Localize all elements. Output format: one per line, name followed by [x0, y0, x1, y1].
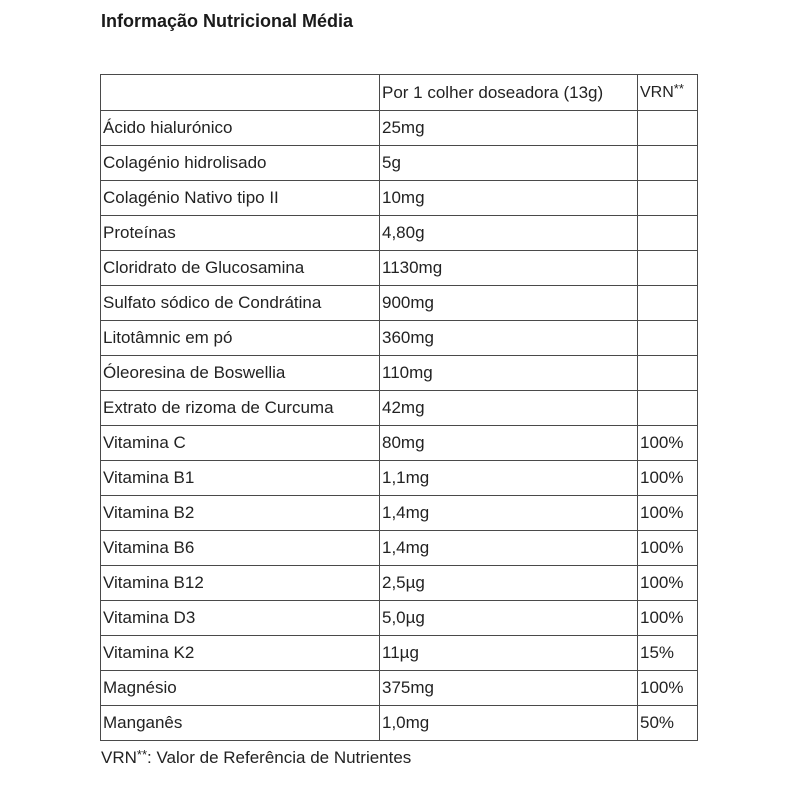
table-row — [101, 496, 698, 531]
nutrient-name-cell: Vitamina C — [101, 426, 380, 461]
amount-cell: 1,4mg — [380, 496, 638, 531]
amount-cell: 375mg — [380, 671, 638, 706]
amount-cell: 80mg — [380, 426, 638, 461]
amount-cell: 110mg — [380, 356, 638, 391]
nutrient-name-cell: Vitamina D3 — [101, 601, 380, 636]
table-row — [101, 636, 698, 671]
nutrient-name-cell: Extrato de rizoma de Curcuma — [101, 391, 380, 426]
footnote-sup: ** — [136, 747, 148, 762]
table-row — [101, 286, 698, 321]
table-row — [101, 111, 698, 146]
nutrient-name-cell: Vitamina B1 — [101, 461, 380, 496]
table-row — [101, 601, 698, 636]
nutrient-name-cell: Vitamina B6 — [101, 531, 380, 566]
nutrient-name-cell: Vitamina B2 — [101, 496, 380, 531]
nutrient-name-cell: Ácido hialurónico — [101, 111, 380, 146]
amount-cell: 11µg — [380, 636, 638, 671]
amount-cell: 1,4mg — [380, 531, 638, 566]
vrn-cell: 100% — [638, 671, 698, 706]
footnote-label: VRN — [101, 748, 137, 767]
table-row — [101, 531, 698, 566]
table-row — [101, 181, 698, 216]
table-row — [101, 566, 698, 601]
table-row — [101, 671, 698, 706]
vrn-cell: 15% — [638, 636, 698, 671]
amount-cell: 1,1mg — [380, 461, 638, 496]
vrn-cell — [638, 251, 698, 286]
nutrient-name-cell: Cloridrato de Glucosamina — [101, 251, 380, 286]
amount-cell: 5g — [380, 146, 638, 181]
nutrient-name-cell: Colagénio Nativo tipo II — [101, 181, 380, 216]
table-row — [101, 426, 698, 461]
nutrient-name-cell: Colagénio hidrolisado — [101, 146, 380, 181]
header-portion-cell: Por 1 colher doseadora (13g) — [380, 75, 638, 111]
table-row — [101, 356, 698, 391]
vrn-cell — [638, 216, 698, 251]
header-vrn-label: VRN — [640, 84, 674, 101]
vrn-cell: 100% — [638, 461, 698, 496]
table-row — [101, 251, 698, 286]
vrn-cell: 100% — [638, 566, 698, 601]
vrn-cell — [638, 111, 698, 146]
amount-cell: 25mg — [380, 111, 638, 146]
amount-cell: 42mg — [380, 391, 638, 426]
vrn-cell — [638, 146, 698, 181]
amount-cell: 900mg — [380, 286, 638, 321]
amount-cell: 5,0µg — [380, 601, 638, 636]
vrn-cell — [638, 286, 698, 321]
vrn-cell — [638, 181, 698, 216]
nutrient-name-cell: Vitamina K2 — [101, 636, 380, 671]
table-row — [101, 146, 698, 181]
header-vrn-sup: ** — [673, 81, 684, 96]
vrn-cell: 100% — [638, 426, 698, 461]
vrn-cell — [638, 391, 698, 426]
table-row — [101, 216, 698, 251]
table-row — [101, 321, 698, 356]
vrn-cell: 100% — [638, 601, 698, 636]
footnote-text: : Valor de Referência de Nutrientes — [147, 748, 412, 767]
table-header-row — [101, 75, 698, 111]
nutrition-table — [100, 74, 698, 741]
vrn-cell: 100% — [638, 531, 698, 566]
vrn-cell: 100% — [638, 496, 698, 531]
vrn-cell — [638, 321, 698, 356]
nutrient-name-cell: Litotâmnic em pó — [101, 321, 380, 356]
nutrient-name-cell: Manganês — [101, 706, 380, 741]
amount-cell: 360mg — [380, 321, 638, 356]
nutrient-name-cell: Magnésio — [101, 671, 380, 706]
nutrient-name-cell: Sulfato sódico de Condrátina — [101, 286, 380, 321]
table-row — [101, 461, 698, 496]
header-vrn-cell — [638, 75, 698, 111]
footnote — [101, 748, 411, 768]
table-row — [101, 391, 698, 426]
nutrient-name-cell: Óleoresina de Boswellia — [101, 356, 380, 391]
amount-cell: 1,0mg — [380, 706, 638, 741]
amount-cell: 10mg — [380, 181, 638, 216]
vrn-cell — [638, 356, 698, 391]
header-nutrient-cell — [101, 75, 380, 111]
amount-cell: 1130mg — [380, 251, 638, 286]
nutrient-name-cell: Proteínas — [101, 216, 380, 251]
vrn-cell: 50% — [638, 706, 698, 741]
amount-cell: 4,80g — [380, 216, 638, 251]
nutrition-table-body — [101, 75, 698, 741]
amount-cell: 2,5µg — [380, 566, 638, 601]
table-row — [101, 706, 698, 741]
nutrient-name-cell: Vitamina B12 — [101, 566, 380, 601]
page-title: Informação Nutricional Média — [101, 11, 354, 31]
